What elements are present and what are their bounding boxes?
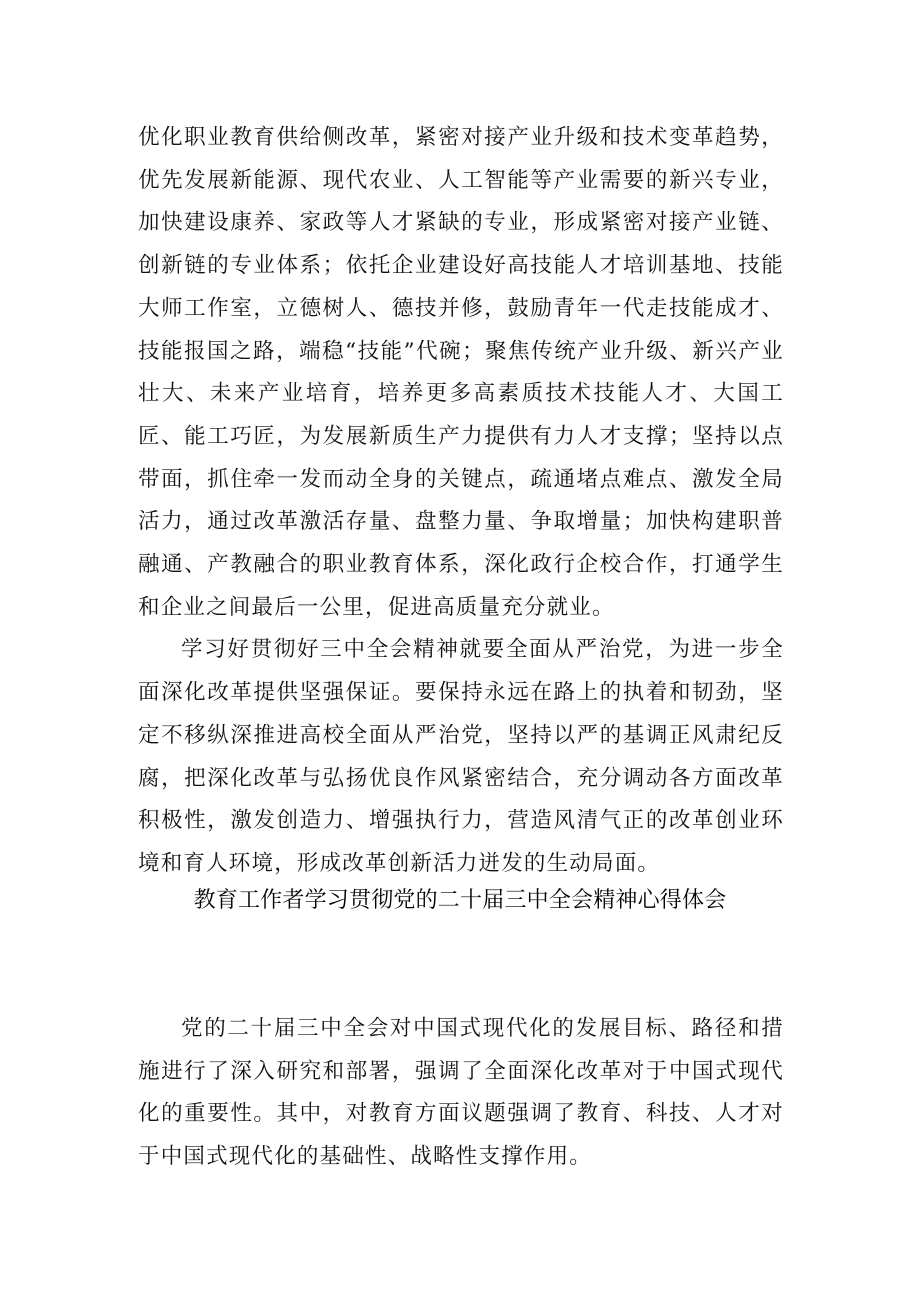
body-text-lower (138, 1008, 784, 1179)
body-text-upper (138, 117, 784, 886)
paragraph-vocational-education: 优化职业教育供给侧改革，紧密对接产业升级和技术变革趋势，优先发展新能源、现代农业、人工智能等产业需要的新兴专业，加快建设康养、家政等人才紧缺的专业，形成紧密对接产业链、创新链的专业体系；依托企业建设好高技能人才培训基地、技能大师工作室，立德树人、德技并修，鼓励青年一代走技能成才、技能报国之路，端稳“技能”代碗；聚焦传统产业升级、新兴产业壮大、未来产业培育，培养更多高素质技术技能人才、大国工匠、能工巧匠，为发展新质生产力提供有力人才支撑；坚持以点带面，抓住牵一发而动全身的关键点，疏通堵点难点、激发全局活力，通过改革激活存量、盘整力量、争取增量；加快构建职普融通、产教融合的职业教育体系，深化政行企校合作，打通学生和企业之间最后一公里，促进高质量充分就业。 (138, 125, 784, 620)
paragraph-party-discipline: 学习好贯彻好三中全会精神就要全面从严治党，为进一步全面深化改革提供坚强保证。要保持永远在路上的执着和韧劲，坚定不移纵深推进高校全面从严治党，坚持以严的基调正风肃纪反腐，把深化改革与弘扬优良作风紧密结合，充分调动各方面改革积极性，激发创造力、增强执行力，营造风清气正的改革创业环境和育人环境，形成改革创新活力迸发的生动局面。 (138, 637, 784, 876)
section-title: 教育工作者学习贯彻党的二十届三中全会精神心得体会 (193, 888, 727, 913)
paragraph-intro: 党的二十届三中全会对中国式现代化的发展目标、路径和措施进行了深入研究和部署，强调了全面深化改革对于中国式现代化的重要性。其中，对教育方面议题强调了教育、科技、人才对于中国式现代化的基础性、战略性支撑作用。 (138, 1016, 784, 1170)
